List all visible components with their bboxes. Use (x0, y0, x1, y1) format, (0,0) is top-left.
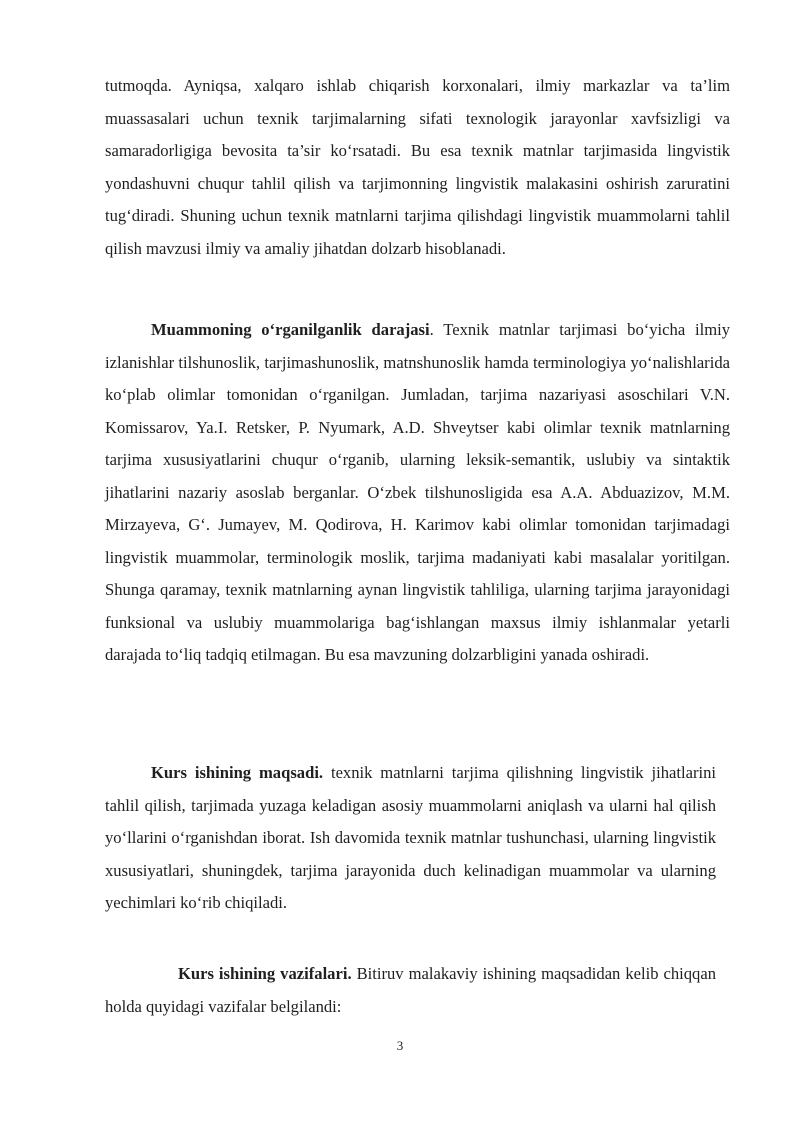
paragraph-body: Bitiruv malakaviy ishining maqsadidan kelib chiqqan holda quyidagi vazifalar belgilandi: (105, 964, 717, 1016)
page-number: 3 (396, 1038, 404, 1053)
paragraph-study-degree (105, 314, 730, 672)
paragraph-body: texnik matnlarni tarjima qilishning lingvistik jihatlarini tahlil qilish, tarjimada yuzaga keladigan asosiy muammolarni aniqlash va ularni hal qilish yo‘llarini o‘rganishdan iborat. Ish davomida texnik matnlar tushunchasi, ularning lingvistik xususiyatlari, shuningdek, tarjima jarayonida duch kelinadigan muammolar va ularning yechimlari ko‘rib chiqiladi. (105, 763, 716, 912)
paragraph-lead: Muammoning o‘rganilganlik darajasi (151, 320, 430, 339)
paragraph-goal (105, 757, 716, 920)
paragraph-lead: Kurs ishining maqsadi. (151, 763, 324, 782)
paragraph-body: . Texnik matnlar tarjimasi bo‘yicha ilmiy izlanishlar tilshunoslik, tarjimashunoslik, matnshunoslik hamda terminologiya yo‘nalishlarida ko‘plab olimlar tomonidan o‘rganilgan. Jumladan, tarjima nazariyasi asoschilari V.N. Komissarov, Ya.I. Retsker, P. Nyumark, A.D. Shveytser kabi olimlar texnik matnlarning tarjima xususiyatlarini chuqur o‘rganib, ularning leksik-semantik, uslubiy va sintaktik jihatlarini nazariy asoslab berganlar. O‘zbek tilshunosligida esa A.A. Abduazizov, M.M. Mirzayeva, G‘. Jumayev, M. Qodirova, H. Karimov kabi olimlar tomonidan tarjimadagi lingvistik muammolar, terminologik moslik, tarjima madaniyati kabi masalalar yoritilgan. Shunga qaramay, texnik matnlarning aynan lingvistik tahliliga, ularning tarjima jarayonidagi funksional va uslubiy muammolariga bag‘ishlangan maxsus ilmiy ishlanmalar yetarli darajada to‘liq tadqiq etilmagan. Bu esa mavzuning dolzarbligini yanada oshiradi. (105, 320, 731, 664)
paragraph-body: tutmoqda. Ayniqsa, xalqaro ishlab chiqarish korxonalari, ilmiy markazlar va ta’lim muassasalari uchun texnik tarjimalarning sifati texnologik jarayonlar xavfsizligi va samaradorligiga bevosita ta’sir ko‘rsatadi. Bu esa texnik matnlar tarjimasida lingvistik yondashuvni chuqur tahlil qilish va tarjimonning lingvistik malakasini oshirish zaruratini tug‘diradi. Shuning uchun texnik matnlarni tarjima qilishdagi lingvistik muammolarni tahlil qilish mavzusi ilmiy va amaliy jihatdan dolzarb hisoblanadi. (105, 76, 730, 258)
paragraph-relevance-end (105, 70, 730, 265)
paragraph-lead: Kurs ishining vazifalari. (178, 964, 352, 983)
paragraph-tasks (105, 958, 716, 1023)
